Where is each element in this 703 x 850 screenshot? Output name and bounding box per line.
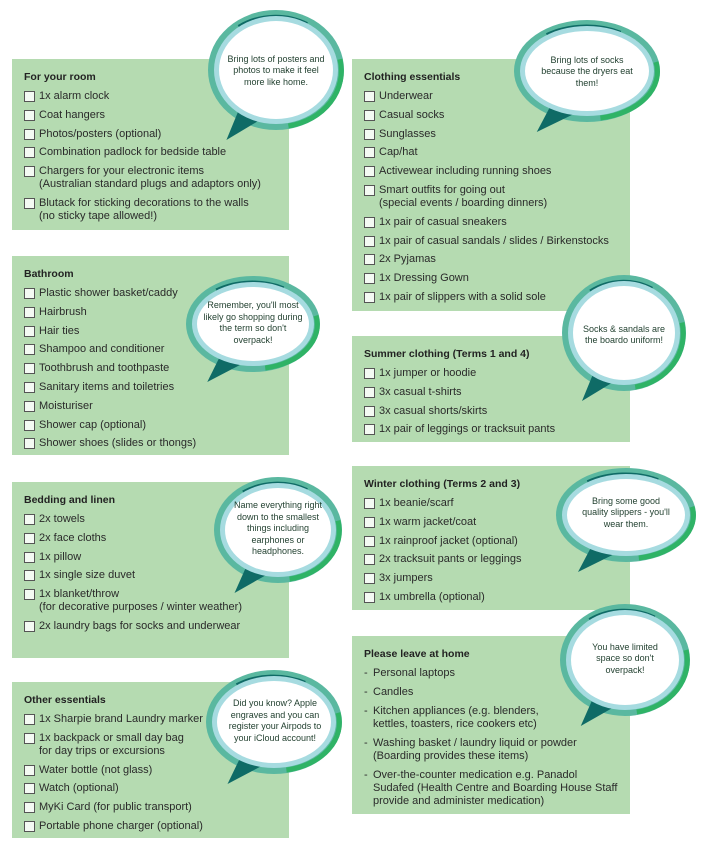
checkbox[interactable] [24,438,35,449]
item-text: Casual socks [379,108,445,121]
item-text: Personal laptops [373,667,455,679]
item-text: Chargers for your electronic items [39,165,205,178]
section-title: Other essentials [24,694,106,706]
item-text: Plastic shower basket/caddy [39,287,178,299]
checklist-item [364,235,618,248]
checkbox[interactable] [24,821,35,832]
item-text: Kitchen appliances (e.g. blenders, [373,705,539,717]
section-title: For your room [24,71,96,83]
leave-item [364,769,618,808]
checkbox[interactable] [364,166,375,177]
item-text: Candles [373,686,414,698]
item-text: Photos/posters (optional) [39,127,162,140]
dash-bullet: - [364,667,368,679]
checkbox[interactable] [24,344,35,355]
checkbox[interactable] [24,514,35,525]
item-text: Coat hangers [39,108,106,121]
section-title: Summer clothing (Terms 1 and 4) [364,348,530,360]
item-text: Shampoo and conditioner [39,343,165,356]
checklist-item [364,216,618,229]
item-text: Watch (optional) [39,782,119,795]
item-subtext: (special events / boarding dinners) [379,196,548,209]
item-text: 1x pair of slippers with a solid sole [379,290,546,303]
checkbox[interactable] [364,368,375,379]
item-text: 1x pair of casual sandals / slides / Birkenstocks [379,234,609,247]
checkbox[interactable] [364,424,375,435]
item-text: 1x alarm clock [39,90,110,102]
checklist-item [364,405,618,418]
item-subtext: (for decorative purposes / winter weather) [39,601,242,614]
checkbox[interactable] [364,592,375,603]
item-subtext: (Australian standard plugs and adaptors only) [39,178,261,191]
bubble-text: Bring lots of posters and photos to make it feel more like home. [227,53,325,87]
checkbox[interactable] [24,589,35,600]
checkbox[interactable] [24,363,35,374]
item-text: Smart outfits for going out [379,183,505,196]
checklist-item [24,146,277,159]
item-text: 2x face cloths [39,531,107,544]
item-subtext: (Boarding provides these items) [373,750,529,762]
item-text: Over-the-counter medication e.g. Panadol [373,769,578,781]
item-text: Cap/hat [379,146,418,159]
item-text: 1x jumper or hoodie [379,367,477,379]
speech-bubble-name [212,477,344,597]
checkbox[interactable] [24,110,35,121]
checkbox[interactable] [24,326,35,337]
speech-bubble-socks [512,20,662,136]
checkbox[interactable] [24,552,35,563]
dash-bullet: - [364,705,368,717]
item-text: Water bottle (not glass) [39,763,153,776]
checklist-item [24,437,277,450]
bubble-text: Name everything right down to the smallest things including earphones or headphones. [233,500,323,557]
item-subtext: Sudafed (Health Centre and Boarding House Staff provide and administer medication) [373,782,618,807]
item-text: 1x Sharpie brand Laundry marker [39,713,203,725]
checkbox[interactable] [364,217,375,228]
speech-bubble-sandals [560,275,688,405]
item-text: 1x beanie/scarf [379,497,454,509]
leave-item [364,737,618,763]
item-text: Hair ties [39,324,80,337]
item-text: Sunglasses [379,127,436,140]
checkbox[interactable] [364,236,375,247]
checklist-item [24,197,277,223]
bubble-text: Socks & sandals are the boardo uniform! [582,323,666,345]
item-text: 1x single size duvet [39,569,135,582]
section-title: Winter clothing (Terms 2 and 3) [364,478,521,490]
item-text: MyKi Card (for public transport) [39,801,192,814]
section-title: Please leave at home [364,648,470,660]
item-text: Washing basket / laundry liquid or powder [373,737,577,749]
checkbox[interactable] [364,292,375,303]
section-title: Bathroom [24,268,74,280]
item-text: 2x tracksuit pants or leggings [379,553,522,566]
checkbox[interactable] [24,420,35,431]
checkbox[interactable] [364,536,375,547]
item-text: Combination padlock for bedside table [39,146,227,159]
item-subtext: for day trips or excursions [39,744,165,757]
item-text: 1x pillow [39,550,82,563]
bubble-text: Bring lots of socks because the dryers eat them! [541,54,633,88]
item-text: Activewear including running shoes [379,165,552,178]
checkbox[interactable] [24,91,35,102]
dash-bullet: - [364,769,368,781]
checkbox[interactable] [364,129,375,140]
checkbox[interactable] [364,387,375,398]
checklist-item [364,165,618,178]
checklist-item [24,419,277,432]
checklist-item [364,591,618,604]
checkbox[interactable] [24,533,35,544]
checklist-item [364,184,618,210]
checklist-item [24,165,277,191]
dash-bullet: - [364,737,368,749]
checkbox[interactable] [24,166,35,177]
checkbox[interactable] [24,147,35,158]
dash-bullet: - [364,686,368,698]
checkbox[interactable] [24,765,35,776]
item-text: Moisturiser [39,399,93,412]
item-text: Portable phone charger (optional) [39,819,203,832]
checkbox[interactable] [364,185,375,196]
checkbox[interactable] [24,401,35,412]
checklist-item [364,253,618,266]
item-text: 2x towels [39,513,85,525]
item-text: 1x blanket/throw [39,588,120,601]
checkbox[interactable] [24,621,35,632]
checklist-item [364,146,618,159]
checklist-item [364,423,618,436]
speech-bubble-space [558,604,692,730]
checkbox[interactable] [24,382,35,393]
item-text: 1x Dressing Gown [379,272,469,285]
checkbox[interactable] [24,288,35,299]
item-subtext: kettles, toasters, rice cookers etc) [373,718,537,730]
checkbox[interactable] [364,573,375,584]
speech-bubble-slippers [554,468,698,576]
item-text: 3x casual t-shirts [379,385,462,398]
checkbox[interactable] [364,517,375,528]
bubble-text: You have limited space so don't overpack! [592,641,658,675]
bubble-text: Bring some good quality slippers - you'll wear them. [582,495,670,529]
item-text: 1x backpack or small day bag [39,731,184,744]
checklist-item [24,801,277,814]
checkbox[interactable] [24,714,35,725]
bubble-text: Did you know? Apple engraves and you can register your Airpods to your iCloud account! [228,698,322,743]
checkbox[interactable] [364,273,375,284]
checkbox[interactable] [364,498,375,509]
item-text: Shower cap (optional) [39,418,147,431]
item-text: Hairbrush [39,305,87,318]
item-text: 1x warm jacket/coat [379,515,477,528]
item-text: 3x jumpers [379,572,433,585]
checkbox[interactable] [24,198,35,209]
checkbox[interactable] [364,91,375,102]
item-subtext: (no sticky tape allowed!) [39,209,157,222]
checkbox[interactable] [364,554,375,565]
checkbox[interactable] [24,307,35,318]
item-text: 1x rainproof jacket (optional) [379,534,518,547]
checkbox[interactable] [364,110,375,121]
section-title: Clothing essentials [364,71,461,83]
speech-bubble-shopping [184,276,322,386]
checkbox[interactable] [24,802,35,813]
checkbox[interactable] [24,129,35,140]
speech-bubble-airpods [204,670,344,788]
item-text: Shower shoes (slides or thongs) [39,437,197,450]
checkbox[interactable] [24,570,35,581]
item-text: 1x umbrella (optional) [379,590,485,603]
checkbox[interactable] [364,254,375,265]
item-text: Toothbrush and toothpaste [39,362,170,375]
item-text: 3x casual shorts/skirts [379,404,488,417]
checkbox[interactable] [364,147,375,158]
speech-bubble-posters [206,10,346,144]
item-text: 1x pair of casual sneakers [379,215,507,228]
checkbox[interactable] [24,783,35,794]
item-text: 1x pair of leggings or tracksuit pants [379,423,556,436]
item-text: 2x laundry bags for socks and underwear [39,619,241,632]
bubble-text: Remember, you'll most likely go shopping during the term so don't overpack! [203,300,303,345]
checkbox[interactable] [364,406,375,417]
item-text: Blutack for sticking decorations to the walls [39,196,249,209]
checklist-item [24,620,277,633]
item-text: Sanitary items and toiletries [39,380,175,393]
checklist-item [24,820,277,833]
checkbox[interactable] [24,733,35,744]
item-text: 2x Pyjamas [379,253,436,266]
checklist-item [24,400,277,413]
item-text: Underwear [379,90,433,102]
section-title: Bedding and linen [24,494,115,506]
